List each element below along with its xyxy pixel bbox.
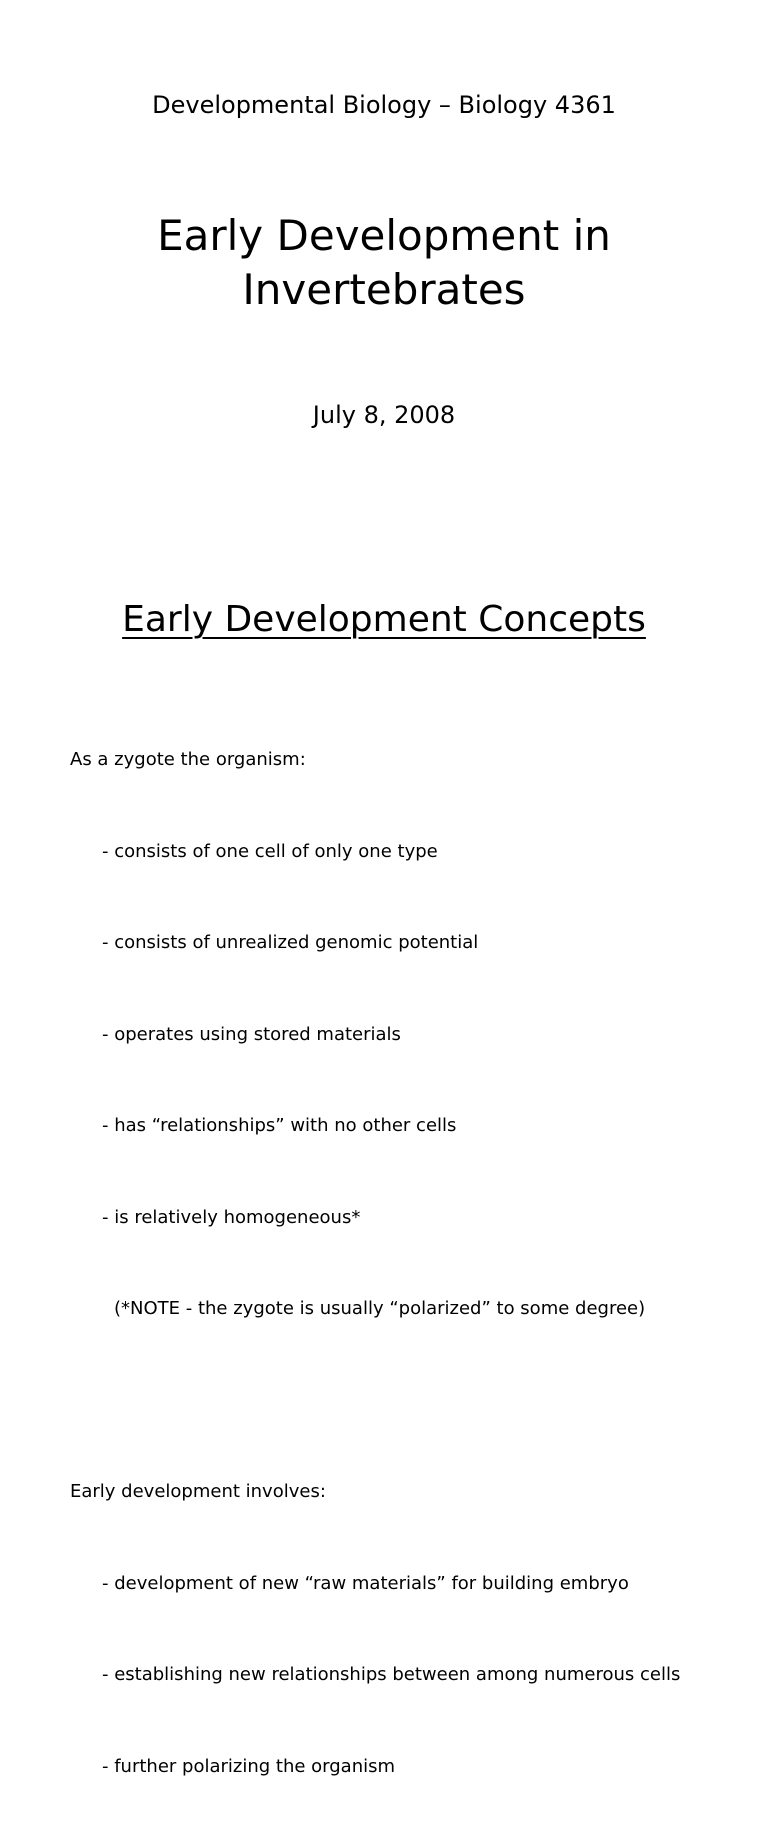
zygote-intro: As a zygote the organism: [70,749,306,770]
zygote-point: - consists of unrealized genomic potential [102,932,479,953]
title-slide [0,0,768,560]
development-point: - establishing new relationships between among numerous cells [102,1664,681,1685]
development-point: - development of new “raw materials” for building embryo [102,1572,629,1594]
course-title: Developmental Biology – Biology 4361 [152,91,616,119]
polarization-note: (*NOTE - the zygote is usually “polarized” to some degree) [114,1298,646,1319]
zygote-point: - operates using stored materials [102,1023,401,1045]
lecture-date: July 8, 2008 [312,401,456,429]
lecture-title-line-1: Early Development in [157,211,611,260]
development-point: - further polarizing the organism [102,1755,396,1777]
development-intro: Early development involves: [70,1481,326,1502]
concepts-title: Early Development Concepts [122,599,646,640]
concepts-slide [0,560,768,1777]
concepts-body [70,684,680,1843]
zygote-point: - is relatively homogeneous* [102,1206,361,1228]
zygote-point: - consists of one cell of only one type [102,840,438,862]
lecture-title-line-2: Invertebrates [242,265,526,314]
paragraph-gap [70,1386,680,1417]
zygote-point: - has “relationships” with no other cells [102,1115,457,1136]
lecture-title [0,209,768,317]
